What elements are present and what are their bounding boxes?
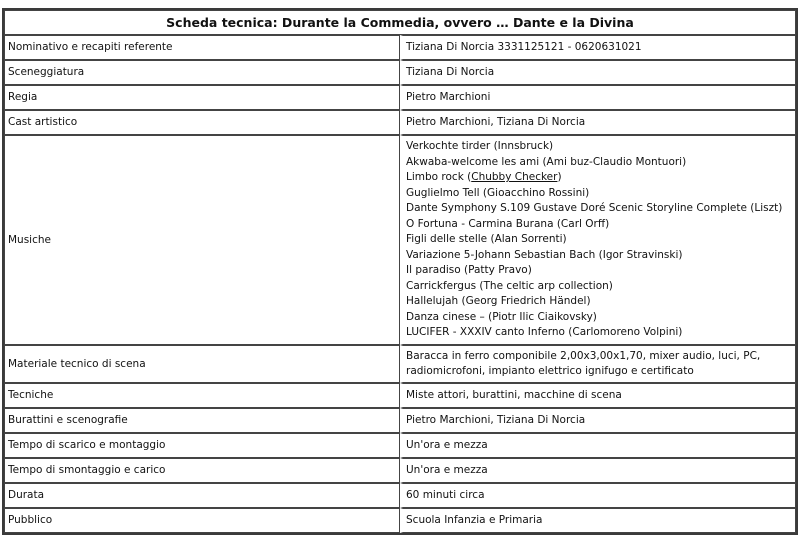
table-row xyxy=(4,60,796,85)
list-item: LUCIFER - XXXIV canto Inferno (Carlomoreno Volpini) xyxy=(406,326,683,338)
row-label: Tecniche xyxy=(4,383,400,408)
row-label: Sceneggiatura xyxy=(4,60,400,85)
technical-sheet-table xyxy=(2,8,798,535)
row-label: Tempo di smontaggio e carico xyxy=(4,458,400,483)
row-value: Un'ora e mezza xyxy=(400,458,796,483)
list-item: O Fortuna - Carmina Burana (Carl Orff) xyxy=(406,217,610,230)
table-row xyxy=(4,110,796,135)
table-row-materiale xyxy=(4,345,796,383)
row-label: Regia xyxy=(4,85,400,110)
row-value: Tiziana Di Norcia xyxy=(400,60,796,85)
sheet-title: Scheda tecnica: Durante la Commedia, ovvero … Dante e la Divina xyxy=(4,10,796,35)
chubby-checker-link[interactable]: Chubby Checker xyxy=(471,171,558,183)
technical-sheet xyxy=(2,8,798,535)
row-label: Cast artistico xyxy=(4,110,400,135)
music-list xyxy=(406,139,792,341)
list-item: Variazione 5-Johann Sebastian Bach (Igor Stravinski) xyxy=(406,248,683,261)
list-item-text: Limbo rock ( xyxy=(406,171,472,183)
list-item: Danza cinese – (Piotr Ilic Ciaikovsky) xyxy=(406,310,597,323)
list-item: Akwaba-welcome les ami (Ami buz-Claudio Montuori) xyxy=(406,155,687,168)
row-label: Durata xyxy=(4,483,400,508)
list-item: Guglielmo Tell (Gioacchino Rossini) xyxy=(406,186,590,199)
table-row xyxy=(4,408,796,433)
row-label: Musiche xyxy=(4,135,400,345)
row-value: Un'ora e mezza xyxy=(400,433,796,458)
table-row xyxy=(4,35,796,60)
row-value: Scuola Infanzia e Primaria xyxy=(400,508,796,533)
row-label: Nominativo e recapiti referente xyxy=(4,35,400,60)
row-value: 60 minuti circa xyxy=(400,483,796,508)
list-item: Hallelujah (Georg Friedrich Händel) xyxy=(406,295,591,307)
table-row xyxy=(4,508,796,533)
row-value: Miste attori, burattini, macchine di scena xyxy=(400,383,796,408)
table-row xyxy=(4,483,796,508)
list-item-suffix: ) xyxy=(557,171,562,183)
list-item: Verkochte tirder (Innsbruck) xyxy=(406,140,554,152)
row-value: Pietro Marchioni xyxy=(400,85,796,110)
row-value: Baracca in ferro componibile 2,00x3,00x1,70, mixer audio, luci, PC, radiomicrofoni, impianto elettrico ignifugo e certificato xyxy=(400,345,796,383)
list-item: Carrickfergus (The celtic arp collection) xyxy=(406,279,613,292)
table-row xyxy=(4,383,796,408)
list-item xyxy=(406,170,792,186)
row-label: Materiale tecnico di scena xyxy=(4,345,400,383)
row-value: Pietro Marchioni, Tiziana Di Norcia xyxy=(400,110,796,135)
list-item: Figli delle stelle (Alan Sorrenti) xyxy=(406,233,567,245)
list-item: Dante Symphony S.109 Gustave Doré Scenic Storyline Complete (Liszt) xyxy=(406,202,783,214)
row-label: Pubblico xyxy=(4,508,400,533)
table-row-musiche xyxy=(4,135,796,345)
row-label: Tempo di scarico e montaggio xyxy=(4,433,400,458)
table-row xyxy=(4,458,796,483)
row-value: Pietro Marchioni, Tiziana Di Norcia xyxy=(400,408,796,433)
row-label: Burattini e scenografie xyxy=(4,408,400,433)
table-row xyxy=(4,433,796,458)
music-list-cell xyxy=(400,135,796,345)
table-row xyxy=(4,85,796,110)
row-value: Tiziana Di Norcia 3331125121 - 0620631021 xyxy=(400,35,796,60)
list-item: Il paradiso (Patty Pravo) xyxy=(406,264,532,276)
